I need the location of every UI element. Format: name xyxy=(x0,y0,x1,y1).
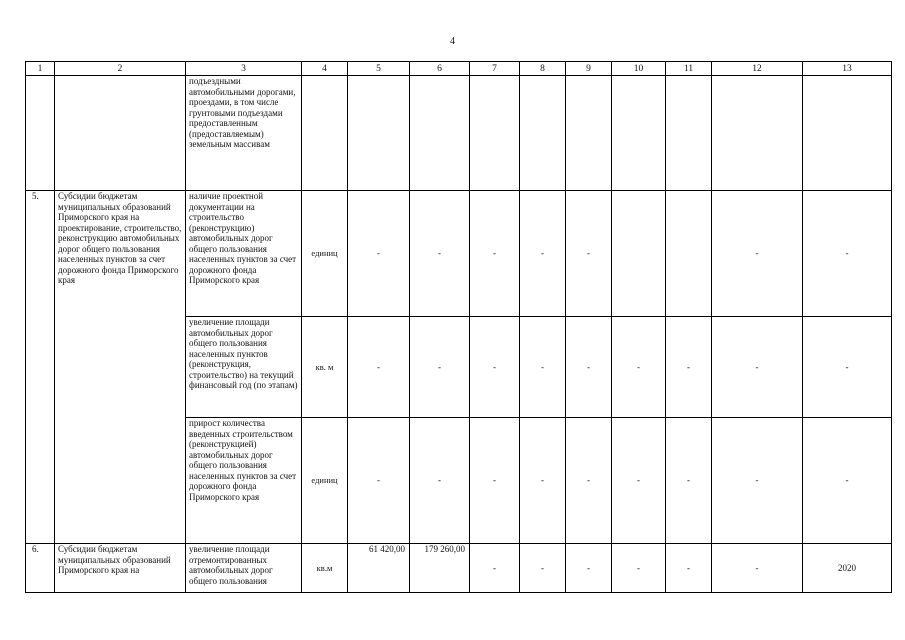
column-header: 6 xyxy=(410,62,470,76)
value-cell: - xyxy=(566,317,612,418)
value-cell: - xyxy=(470,317,520,418)
value-cell xyxy=(712,76,803,191)
value-cell: - xyxy=(520,418,566,544)
column-header: 7 xyxy=(470,62,520,76)
value-cell: - xyxy=(712,544,803,593)
value-cell xyxy=(566,76,612,191)
value-cell: 2020 xyxy=(803,544,892,593)
row-number-cell xyxy=(26,76,55,191)
value-cell: - xyxy=(470,544,520,593)
value-cell: - xyxy=(803,191,892,317)
unit-cell: кв. м xyxy=(302,317,348,418)
value-cell xyxy=(520,76,566,191)
value-cell: - xyxy=(666,317,712,418)
value-cell: - xyxy=(348,418,410,544)
value-cell: - xyxy=(410,418,470,544)
page-number: 4 xyxy=(450,36,455,47)
value-cell: - xyxy=(520,544,566,593)
indicator-cell: прирост количества введенных строительством (реконструкцией) автомобильных дорог общего пользования населенных пунктов за счет дорожного фонда Приморского края xyxy=(186,418,302,544)
row-number-cell: 6. xyxy=(26,544,55,593)
value-cell: - xyxy=(612,418,666,544)
table-row xyxy=(26,544,892,593)
indicator-cell: увеличение площади отремонтированных автомобильных дорог общего пользования xyxy=(186,544,302,593)
value-cell: - xyxy=(520,317,566,418)
column-header: 2 xyxy=(55,62,186,76)
unit-cell: единиц xyxy=(302,418,348,544)
value-cell xyxy=(803,76,892,191)
indicators-table xyxy=(25,61,892,593)
value-cell: - xyxy=(520,191,566,317)
table-row xyxy=(26,76,892,191)
column-header: 3 xyxy=(186,62,302,76)
value-cell: - xyxy=(612,544,666,593)
column-header: 4 xyxy=(302,62,348,76)
value-cell xyxy=(612,191,666,317)
value-cell: - xyxy=(410,317,470,418)
unit-cell xyxy=(302,76,348,191)
value-cell: - xyxy=(666,418,712,544)
value-cell: - xyxy=(612,317,666,418)
measure-name-cell: Субсидии бюджетам муниципальных образований Приморского края на xyxy=(55,544,186,593)
column-header: 12 xyxy=(712,62,803,76)
value-cell: 179 260,00 xyxy=(410,544,470,593)
value-cell: - xyxy=(410,191,470,317)
value-cell: - xyxy=(348,317,410,418)
column-header: 1 xyxy=(26,62,55,76)
value-cell: - xyxy=(712,191,803,317)
column-header: 10 xyxy=(612,62,666,76)
value-cell: - xyxy=(470,418,520,544)
value-cell xyxy=(348,76,410,191)
row-number-cell: 5. xyxy=(26,191,55,544)
table-row xyxy=(26,191,892,317)
indicator-cell: подъездными автомобильными дорогами, проездами, в том числе грунтовыми подъездами предоставленным (предоставляемым) земельным массивам xyxy=(186,76,302,191)
measure-name-cell xyxy=(55,76,186,191)
value-cell xyxy=(470,76,520,191)
indicator-cell: наличие проектной документации на строительство (реконструкцию) автомобильных дорог общего пользования населенных пунктов за счет дорожного фонда Приморского края xyxy=(186,191,302,317)
value-cell xyxy=(410,76,470,191)
value-cell xyxy=(612,76,666,191)
table-header-row xyxy=(26,62,892,76)
value-cell xyxy=(666,191,712,317)
value-cell: - xyxy=(666,544,712,593)
indicator-cell: увеличение площади автомобильных дорог общего пользования населенных пунктов (реконструкция, строительство) на текущий финансовый год (по этапам) xyxy=(186,317,302,418)
unit-cell: единиц xyxy=(302,191,348,317)
value-cell: - xyxy=(803,317,892,418)
column-header: 8 xyxy=(520,62,566,76)
value-cell: - xyxy=(566,544,612,593)
column-header: 5 xyxy=(348,62,410,76)
column-header: 11 xyxy=(666,62,712,76)
value-cell: - xyxy=(470,191,520,317)
column-header: 13 xyxy=(803,62,892,76)
column-header: 9 xyxy=(566,62,612,76)
value-cell: - xyxy=(712,418,803,544)
unit-cell: кв.м xyxy=(302,544,348,593)
value-cell: - xyxy=(803,418,892,544)
value-cell: 61 420,00 xyxy=(348,544,410,593)
value-cell: - xyxy=(712,317,803,418)
value-cell xyxy=(666,76,712,191)
value-cell: - xyxy=(348,191,410,317)
value-cell: - xyxy=(566,191,612,317)
measure-name-cell: Субсидии бюджетам муниципальных образований Приморского края на проектирование, строительство, реконструкцию автомобильных дорог общего пользования населенных пунктов за счет дорожного фонда Приморского края xyxy=(55,191,186,544)
value-cell: - xyxy=(566,418,612,544)
